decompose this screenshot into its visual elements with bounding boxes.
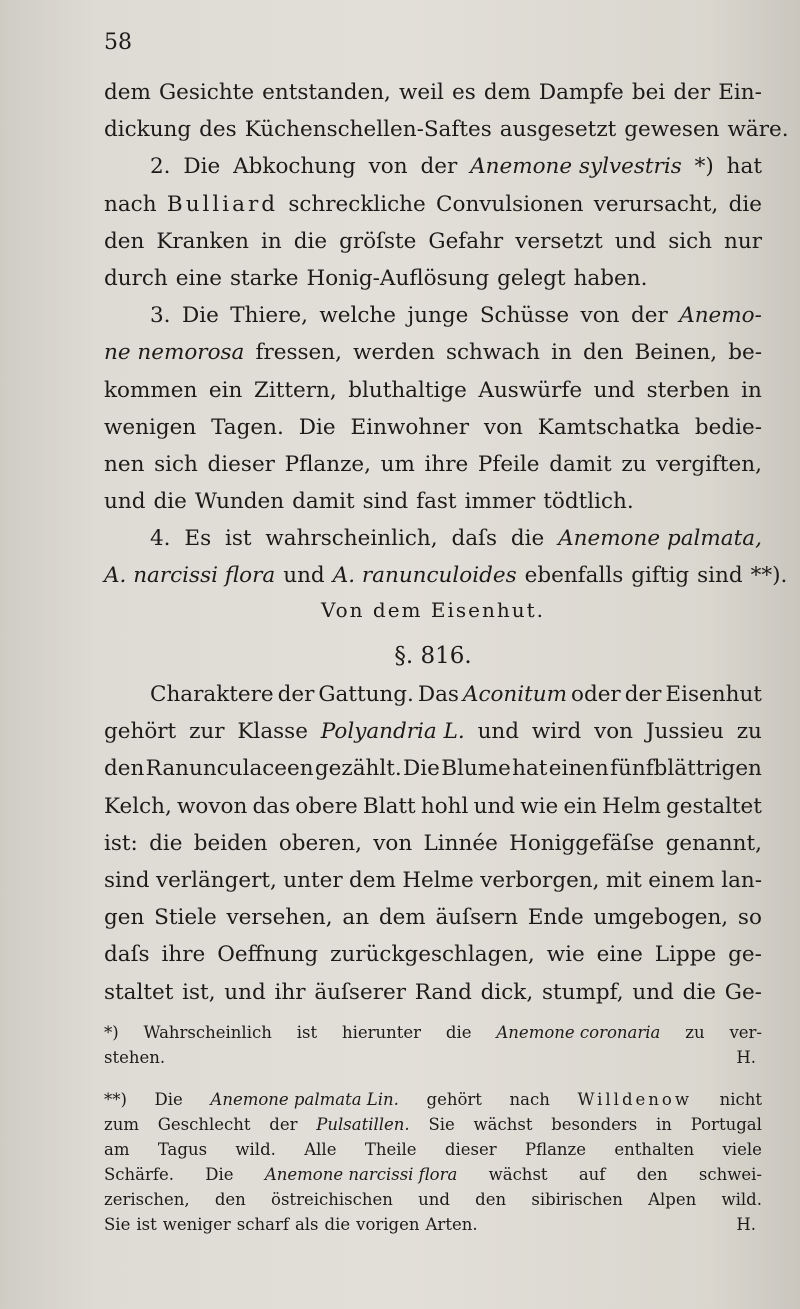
word: einem	[648, 867, 715, 893]
word: Pflanze,	[284, 451, 371, 477]
word: zerischen,	[104, 1190, 190, 1209]
word: dem	[483, 80, 531, 105]
word: sind	[362, 489, 409, 515]
word: ge-	[728, 942, 762, 968]
word: Charaktere	[150, 682, 274, 707]
footnote-1	[104, 1020, 762, 1070]
word: werden	[353, 340, 435, 366]
word: be-	[728, 340, 762, 366]
word: welche	[319, 303, 397, 329]
word: vergiften,	[656, 451, 762, 477]
main-text-top	[104, 74, 789, 595]
word: einen	[548, 756, 609, 782]
word: Anemone palmata Lin.	[210, 1090, 399, 1109]
word: sich	[668, 228, 713, 254]
word: damit	[549, 451, 612, 477]
word: ihre	[161, 942, 206, 968]
word: **).	[750, 563, 788, 589]
word: hat	[726, 154, 762, 180]
word: schreckliche	[288, 191, 426, 217]
word: Portugal	[690, 1115, 762, 1134]
word: entstanden,	[262, 80, 391, 105]
word: Eisenhut	[665, 682, 762, 707]
text-line	[104, 1020, 762, 1045]
word: und	[224, 979, 266, 1005]
word: um	[380, 451, 415, 477]
word: dieser	[444, 1140, 497, 1159]
word: bei	[631, 80, 666, 105]
word: Blume	[441, 756, 511, 782]
word: gezählt.	[314, 756, 402, 782]
word: Alle	[304, 1140, 337, 1159]
word: wahrscheinlich,	[265, 526, 438, 552]
word: dem	[104, 80, 151, 105]
text-line	[104, 1112, 762, 1137]
word: zum	[104, 1115, 139, 1134]
text-line	[104, 862, 762, 899]
word: die	[149, 830, 183, 856]
word: und	[104, 489, 146, 515]
text-line	[104, 1087, 762, 1112]
word: junge	[407, 303, 469, 329]
word: Aconitum	[462, 682, 568, 707]
text-line	[104, 409, 762, 446]
word: tödtlich.	[543, 489, 634, 515]
word: so	[737, 905, 762, 931]
main-text-bottom	[104, 676, 762, 1011]
word: wild.	[721, 1190, 762, 1209]
word: beiden	[193, 830, 268, 856]
word: zur	[189, 719, 225, 745]
word: Geschlecht	[157, 1115, 251, 1134]
word: ein	[563, 793, 597, 819]
word: Das	[417, 682, 459, 707]
word: damit	[292, 489, 355, 515]
word: enthalten	[614, 1140, 695, 1159]
word: Bulliard	[166, 191, 279, 217]
word: ihr	[274, 979, 306, 1005]
word: in	[260, 228, 282, 254]
word: die	[324, 1215, 351, 1234]
word: Blatt	[362, 793, 416, 819]
word: Einwohner	[350, 414, 469, 440]
word: Anemone palmata,	[558, 526, 762, 552]
text-line	[104, 1187, 762, 1212]
word: am	[104, 1140, 130, 1159]
word: sibirischen	[531, 1190, 623, 1209]
word: es	[451, 80, 476, 105]
word: Anemone narcissi flora	[264, 1165, 458, 1184]
word: viele	[722, 1140, 762, 1159]
word: Die	[205, 1165, 234, 1184]
word: daſs	[104, 942, 150, 968]
word: ist	[136, 1215, 157, 1234]
word: wächst	[488, 1165, 548, 1184]
word: verborgen,	[480, 867, 600, 893]
word: von	[483, 414, 523, 440]
word: hohl	[420, 793, 469, 819]
word: Gefahr	[428, 228, 504, 254]
word: den	[214, 1190, 246, 1209]
word: Tagen.	[211, 414, 284, 440]
word: hat	[512, 756, 548, 782]
word: zu	[685, 1023, 705, 1042]
word: Ein-	[718, 80, 762, 105]
word: zu	[621, 451, 647, 477]
footnote-signature: H.	[736, 1215, 756, 1234]
page-number: 58	[104, 30, 132, 55]
text-line	[104, 1137, 762, 1162]
text-line	[104, 446, 762, 483]
word: und	[614, 228, 657, 254]
word: Convulsionen	[436, 191, 584, 217]
word: fressen,	[255, 340, 342, 366]
word: verursacht,	[593, 191, 719, 217]
word: haben.	[573, 265, 648, 291]
word: nicht	[719, 1090, 762, 1109]
word: in	[656, 1115, 672, 1134]
word: Helme	[402, 867, 474, 893]
text-line	[104, 825, 762, 862]
word: 3.	[150, 303, 171, 329]
word: Gattung.	[318, 682, 414, 707]
word: Ge-	[724, 979, 762, 1005]
word: Wunden	[194, 489, 285, 515]
word: an	[342, 905, 370, 931]
word: und	[593, 377, 636, 403]
word: den	[104, 756, 145, 782]
word: Rand	[414, 979, 472, 1005]
word: östreichischen	[271, 1190, 393, 1209]
word: Zittern,	[253, 377, 337, 403]
word: 2.	[150, 154, 171, 180]
word: sterben	[646, 377, 730, 403]
word: Küchenschellen-Saftes	[244, 117, 492, 143]
word: dick,	[480, 979, 534, 1005]
word: fünfblättrigen	[610, 756, 762, 782]
word: gestaltet	[666, 793, 762, 819]
word: Arten.	[425, 1215, 478, 1234]
word: verlängert,	[155, 867, 277, 893]
word: vorigen	[356, 1215, 420, 1234]
word: Ranunculaceen	[145, 756, 314, 782]
word: wächst	[473, 1115, 533, 1134]
word: schwei-	[698, 1165, 762, 1184]
word: auf	[578, 1165, 606, 1184]
word: Abkochung	[233, 154, 356, 180]
text-line	[104, 557, 788, 594]
word: gelegt	[497, 265, 566, 291]
word: den	[104, 228, 145, 254]
word: Schüsse	[479, 303, 570, 329]
word: den	[582, 340, 624, 366]
word: Dampfe	[538, 80, 624, 105]
word: daſs	[451, 526, 498, 552]
word: A. ranunculoides	[332, 563, 517, 589]
word: wenigen	[104, 414, 197, 440]
word: A. narcissi flora	[104, 563, 276, 589]
word: Stiele	[154, 905, 217, 931]
word: die	[153, 489, 187, 515]
word: dieser	[207, 451, 275, 477]
footnote-signature: H.	[736, 1048, 756, 1067]
word: gröſste	[339, 228, 417, 254]
word: das	[252, 793, 291, 819]
word: von	[580, 303, 620, 329]
word: *)	[694, 154, 714, 180]
word: Gesichte	[158, 80, 255, 105]
word: Pulsatillen.	[316, 1115, 410, 1134]
word: Linnée	[423, 830, 498, 856]
word: Die	[154, 1090, 183, 1109]
word: ist:	[104, 830, 138, 856]
word: den	[636, 1165, 668, 1184]
word: die	[510, 526, 545, 552]
word: wie	[546, 942, 585, 968]
word: Anemone sylvestris	[470, 154, 682, 180]
word: Honig-Auflösung	[306, 265, 490, 291]
word: weil	[398, 80, 444, 105]
word: nach	[509, 1090, 550, 1109]
word: bluthaltige	[348, 377, 467, 403]
text-line	[104, 148, 762, 185]
word: ist	[224, 526, 252, 552]
word: von	[373, 830, 413, 856]
word: nur	[724, 228, 762, 254]
word: wie	[520, 793, 559, 819]
word: fast	[416, 489, 457, 515]
word: Theile	[364, 1140, 417, 1159]
text-line	[104, 297, 762, 334]
word: obere	[295, 793, 358, 819]
word: wovon	[177, 793, 248, 819]
word: stumpf,	[541, 979, 624, 1005]
word: Sie	[104, 1215, 131, 1234]
text-line	[104, 74, 762, 111]
text-line	[104, 372, 762, 409]
word: und	[418, 1190, 450, 1209]
word: Kranken	[156, 228, 249, 254]
word: Pflanze	[524, 1140, 586, 1159]
word: zu	[736, 719, 762, 745]
word: durch	[104, 265, 168, 291]
text-line	[104, 1212, 762, 1237]
word: versehen,	[226, 905, 333, 931]
word: scharf	[236, 1215, 289, 1234]
word: Alpen	[648, 1190, 697, 1209]
text-line	[104, 260, 762, 297]
word: Willdenow	[577, 1090, 692, 1109]
word: hierunter	[341, 1023, 422, 1042]
word: Polyandria L.	[320, 719, 465, 745]
word: wird	[531, 719, 582, 745]
word: die	[293, 228, 328, 254]
text-line	[104, 974, 762, 1011]
word: von	[368, 154, 408, 180]
word: oberen,	[278, 830, 362, 856]
word: Auswürfe	[478, 377, 583, 403]
word: Pfeile	[477, 451, 540, 477]
word: der	[277, 682, 315, 707]
word: und	[473, 793, 516, 819]
text-line	[104, 899, 762, 936]
text-line	[104, 111, 789, 148]
word: besonders	[551, 1115, 638, 1134]
word: Die	[183, 154, 221, 180]
text-line	[104, 520, 762, 557]
word: weniger	[162, 1215, 231, 1234]
word: eine	[596, 942, 643, 968]
word: äuſserer	[314, 979, 406, 1005]
word: versetzt	[515, 228, 603, 254]
word: kommen	[104, 377, 198, 403]
word: ein	[208, 377, 243, 403]
word: der	[624, 682, 662, 707]
word: Anemone coronaria	[496, 1023, 661, 1042]
word: der	[269, 1115, 298, 1134]
word: wild.	[235, 1140, 276, 1159]
text-line	[104, 186, 762, 223]
word: Klasse	[237, 719, 308, 745]
word: ist,	[182, 979, 216, 1005]
footnote-2	[104, 1087, 762, 1237]
word: Honiggefäſse	[509, 830, 655, 856]
word: ebenfalls	[524, 563, 624, 589]
word: als	[294, 1215, 319, 1234]
word: gen	[104, 905, 145, 931]
word: Anemo-	[679, 303, 762, 329]
word: der	[420, 154, 458, 180]
word: immer	[464, 489, 536, 515]
word: Es	[184, 526, 212, 552]
text-line	[104, 936, 762, 973]
word: und	[283, 563, 325, 589]
word: gehört	[104, 719, 177, 745]
word: äuſsern	[435, 905, 518, 931]
text-line	[104, 483, 762, 520]
word: nach	[104, 191, 157, 217]
word: dem	[378, 905, 426, 931]
word: in	[551, 340, 572, 366]
word: von	[594, 719, 634, 745]
text-line	[104, 334, 762, 371]
word: Die	[181, 303, 219, 329]
word: Kelch,	[104, 793, 172, 819]
word: die	[445, 1023, 472, 1042]
word: Schärfe.	[104, 1165, 175, 1184]
text-line	[104, 676, 762, 713]
word: schwach	[445, 340, 540, 366]
text-line	[104, 1045, 762, 1070]
word: Tagus	[157, 1140, 208, 1159]
word: Helm	[602, 793, 661, 819]
word: Thiere,	[230, 303, 308, 329]
word: Die	[403, 756, 440, 782]
word: eine	[175, 265, 222, 291]
word: nen	[104, 451, 145, 477]
text-line	[104, 223, 762, 260]
word: Ende	[527, 905, 584, 931]
word: Beinen,	[634, 340, 718, 366]
word: der	[630, 303, 668, 329]
word: der	[673, 80, 711, 105]
word: **)	[104, 1090, 127, 1109]
word: Sie	[428, 1115, 455, 1134]
word: in	[741, 377, 762, 403]
text-line	[104, 750, 762, 787]
word: sind	[697, 563, 743, 589]
word: lan-	[721, 867, 762, 893]
word: gehört	[426, 1090, 482, 1109]
word: Wahrscheinlich	[143, 1023, 272, 1042]
word: sind	[104, 867, 150, 893]
word: ihre	[424, 451, 469, 477]
word: wäre.	[727, 117, 789, 143]
word: umgebogen,	[593, 905, 729, 931]
word: unter	[283, 867, 343, 893]
word: giftig	[631, 563, 690, 589]
word: ist	[296, 1023, 318, 1042]
word: ver-	[729, 1023, 762, 1042]
word: genannt,	[665, 830, 762, 856]
section-heading: Von dem Eisenhut.	[321, 598, 545, 622]
word: die	[682, 979, 717, 1005]
word: Kamtschatka	[537, 414, 680, 440]
word: dem	[349, 867, 396, 893]
word: zurückgeschlagen,	[330, 942, 535, 968]
word: Oeffnung	[217, 942, 319, 968]
word: ne nemorosa	[104, 340, 245, 366]
word: starke	[229, 265, 299, 291]
word: den	[475, 1190, 507, 1209]
word: die	[728, 191, 762, 217]
word: sich	[154, 451, 198, 477]
word: ausgesetzt	[499, 117, 617, 143]
word: Die	[298, 414, 336, 440]
text-line	[104, 1162, 762, 1187]
word: bedie-	[694, 414, 762, 440]
word: und	[632, 979, 674, 1005]
word: *)	[104, 1023, 119, 1042]
word: und	[477, 719, 520, 745]
word: oder	[571, 682, 621, 707]
text-line	[104, 788, 762, 825]
paragraph-number: §. 816.	[394, 643, 472, 669]
word: stehen.	[104, 1048, 166, 1067]
word: Jussieu	[645, 719, 724, 745]
word: 4.	[150, 526, 171, 552]
word: dickung	[104, 117, 192, 143]
word: gewesen	[624, 117, 720, 143]
word: staltet	[104, 979, 174, 1005]
text-line	[104, 713, 762, 750]
word: mit	[605, 867, 642, 893]
word: Lippe	[654, 942, 717, 968]
word: des	[199, 117, 237, 143]
